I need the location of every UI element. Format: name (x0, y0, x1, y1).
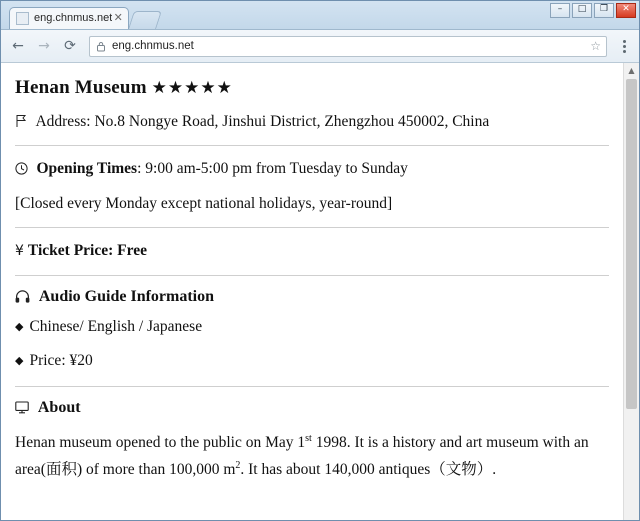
opening-times-label: Opening Times (36, 160, 138, 178)
audio-guide-heading (15, 288, 609, 306)
scroll-up-arrow[interactable]: ▲ (628, 66, 635, 75)
about-text-2: 1998. It is a history and art museum with an area(面积) of more than 100,000 m (15, 433, 589, 478)
address-bar[interactable] (89, 36, 607, 57)
about-text-3: . It has about 140,000 antiques（文物）. (240, 461, 497, 478)
address-label: Address: (35, 113, 91, 130)
audio-price (15, 352, 609, 370)
headphones-icon-svg (15, 290, 30, 303)
yen-icon: ¥ (15, 243, 24, 260)
about-paragraph (15, 429, 609, 483)
page-title (15, 77, 609, 99)
url-text: eng.chnmus.net (112, 40, 194, 52)
back-button[interactable]: ← (12, 38, 24, 54)
closed-note: [Closed every Monday except national holidays, year-round] (15, 194, 393, 212)
audio-languages (15, 318, 609, 336)
minimize-button[interactable]: – (550, 3, 570, 18)
divider-4 (15, 386, 609, 387)
about-text-1: Henan museum opened to the public on May 1 (15, 433, 306, 451)
vertical-scrollbar[interactable] (623, 63, 639, 520)
scrollbar-thumb[interactable] (626, 79, 637, 409)
address-value: No.8 Nongye Road, Jinshui District, Zhengzhou 450002, China (94, 113, 490, 130)
browser-toolbar (1, 29, 639, 63)
address-row (15, 111, 609, 133)
opening-times-value: : 9:00 am-5:00 pm from Tuesday to Sunday (137, 160, 408, 178)
museum-name: Henan Museum (15, 77, 147, 98)
ticket-price-row (15, 240, 609, 262)
favicon-icon (16, 12, 29, 25)
bullet-icon: ◆ (15, 319, 24, 333)
about-sup-st: st (305, 432, 312, 444)
reload-button[interactable]: ⟳ (64, 38, 76, 54)
close-tab-icon[interactable]: ✕ (113, 11, 123, 24)
divider-3 (15, 275, 609, 276)
page-content (1, 63, 623, 520)
divider-1 (15, 145, 609, 146)
about-heading-text: About (37, 398, 81, 416)
restore-button[interactable]: ❐ (594, 3, 614, 18)
chrome-menu-icon[interactable] (615, 40, 633, 53)
monitor-icon (15, 400, 34, 416)
new-tab-button[interactable] (128, 11, 162, 29)
rating-stars: ★★★★★ (151, 78, 233, 98)
audio-price-text: Price: ¥20 (29, 351, 93, 369)
close-window-button[interactable]: ✕ (616, 3, 636, 18)
lock-icon-svg (96, 41, 106, 52)
opening-times-row (15, 158, 609, 180)
maximize-button[interactable]: □ (572, 3, 592, 18)
bullet-icon: ◆ (15, 353, 24, 367)
page-viewport (1, 63, 639, 520)
bookmark-star-icon[interactable]: ☆ (590, 39, 601, 53)
tab-eng-chnmus-net[interactable] (9, 7, 129, 29)
ticket-price-label: Ticket Price: Free (27, 242, 147, 260)
tab-title: eng.chnmus.net (34, 12, 113, 24)
audio-languages-text: Chinese/ English / Japanese (29, 317, 203, 335)
location-pin-icon (15, 114, 31, 130)
window-controls (550, 3, 636, 18)
divider-2 (15, 227, 609, 228)
flag-icon-svg (15, 114, 27, 128)
monitor-icon-svg (15, 401, 29, 414)
forward-button[interactable]: → (38, 38, 50, 54)
audio-guide-heading-text: Audio Guide Information (38, 287, 215, 305)
page-info-icon[interactable] (95, 40, 107, 52)
about-sup-2: 2 (235, 459, 241, 471)
tab-strip (1, 1, 639, 29)
about-heading (15, 399, 609, 417)
clock-icon (15, 161, 32, 177)
clock-icon-svg (15, 162, 28, 175)
headphones-icon (15, 289, 35, 305)
